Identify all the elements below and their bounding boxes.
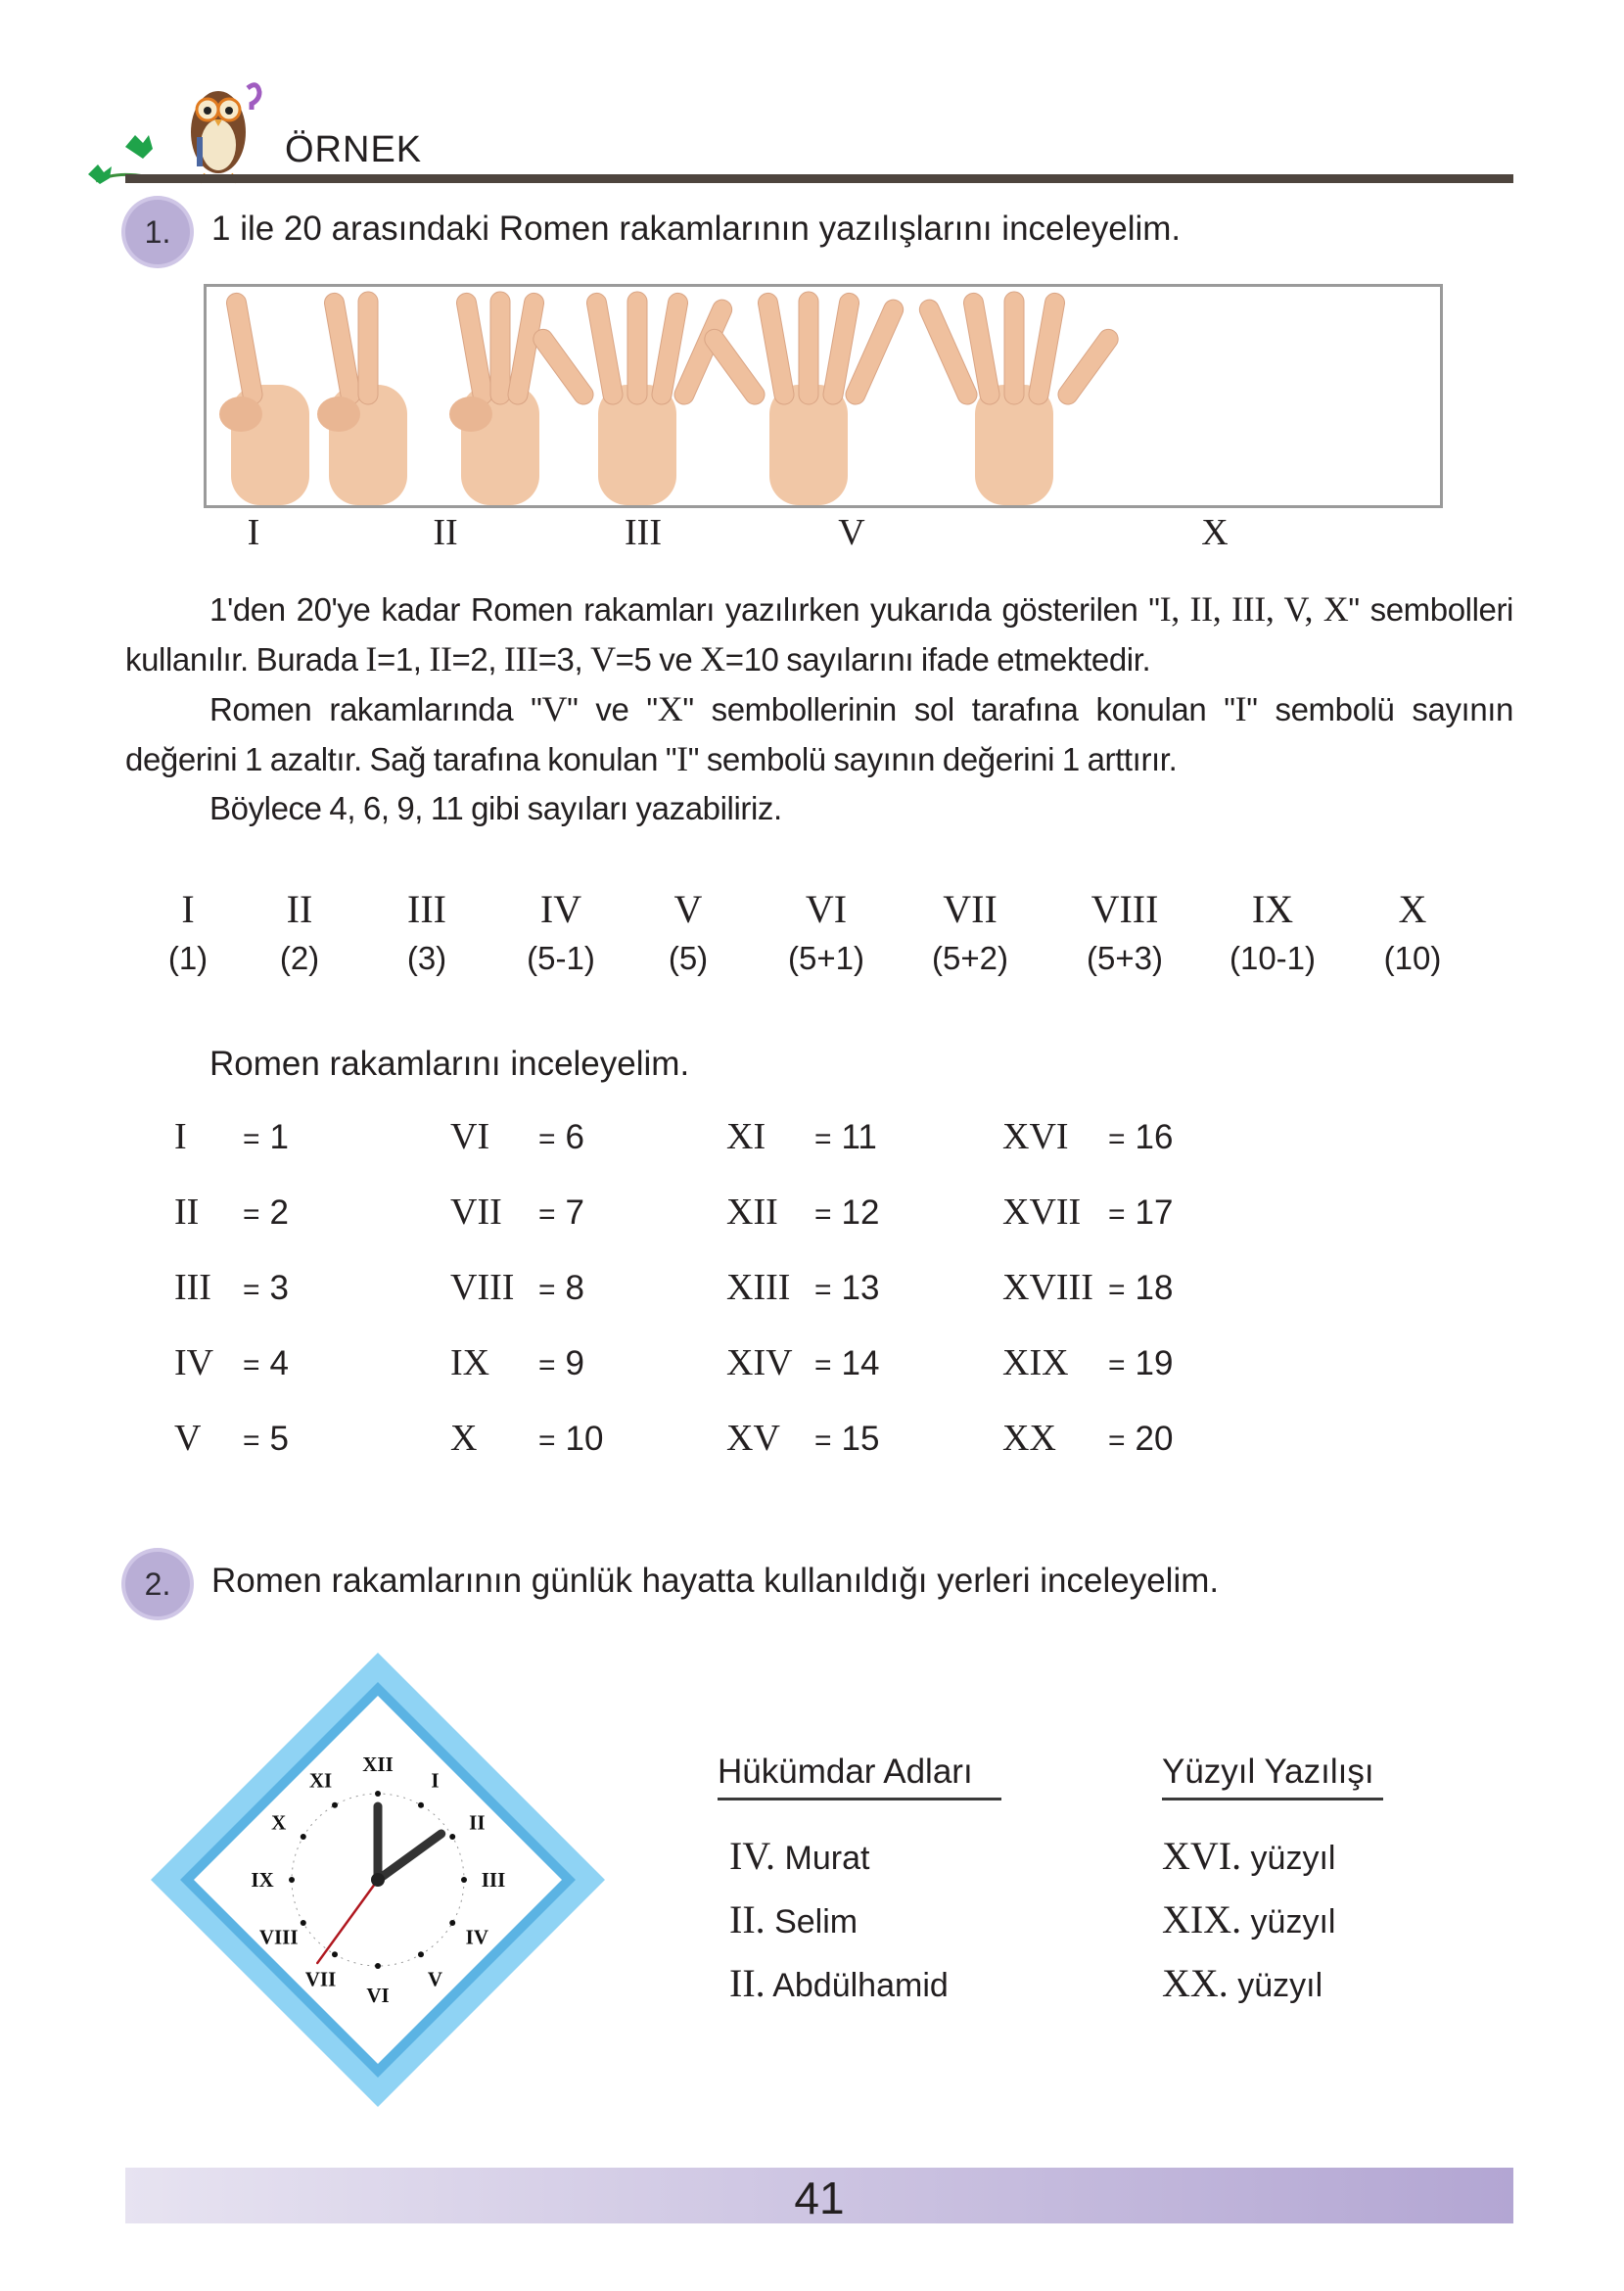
roman-numeral: X	[450, 1418, 478, 1459]
question-title: Romen rakamlarının günlük hayatta kullanıldığı yerleri inceleyelim.	[211, 1562, 1220, 1600]
rulers-header: Hükümdar Adları	[718, 1753, 1001, 1800]
equals-sign: =	[1108, 1198, 1126, 1231]
ruler-name	[729, 1960, 949, 2006]
hand-label: II	[433, 512, 458, 553]
clock-numeral: XI	[308, 1768, 333, 1793]
numeral-value: (5-1)	[527, 940, 595, 976]
equals-sign: =	[538, 1425, 556, 1457]
roman-numeral: I	[174, 1116, 187, 1157]
equals-sign: =	[814, 1198, 832, 1231]
arabic-value: 14	[841, 1344, 880, 1382]
arabic-value: 16	[1135, 1118, 1174, 1156]
equals-sign: =	[243, 1198, 260, 1231]
numeral-value: (10-1)	[1229, 940, 1317, 976]
symbol-i: I	[1234, 689, 1247, 728]
roman-numeral: X	[1398, 887, 1427, 931]
roman-numeral: XIV	[726, 1342, 793, 1383]
hand-icon	[530, 292, 735, 505]
owl-mascot-icon	[86, 78, 282, 186]
table-cell	[174, 1338, 289, 1390]
equals-sign: =	[538, 1198, 556, 1231]
arabic-value: 7	[565, 1193, 584, 1232]
table-cell	[450, 1112, 584, 1164]
numeral-value: (10)	[1383, 940, 1442, 976]
header-divider	[125, 174, 1513, 183]
roman-numeral: XVII	[1002, 1192, 1082, 1233]
table-cell	[726, 1188, 879, 1239]
arabic-value: 11	[841, 1118, 877, 1156]
subtitle: Romen rakamlarını inceleyelim.	[209, 1045, 690, 1083]
table-cell	[450, 1338, 584, 1390]
symbol-v: V	[541, 689, 568, 728]
roman-numeral: XVI.	[1162, 1834, 1242, 1878]
equals-sign: =	[814, 1274, 832, 1306]
century	[1162, 1833, 1335, 1879]
roman-numeral: XX	[1002, 1418, 1056, 1459]
text: " sembolleri kullanılır. Burada	[125, 591, 1513, 678]
question-number-badge: 2.	[125, 1552, 190, 1616]
text: " sembollerinin sol tarafına konulan "	[682, 691, 1235, 727]
name-text: Abdülhamid	[772, 1967, 949, 2004]
roman-numeral: III	[174, 1267, 211, 1308]
numeral-value: (5)	[668, 940, 709, 976]
hour-dot	[461, 1877, 467, 1883]
roman-numeral: XX.	[1162, 1961, 1229, 2005]
text: Romen rakamlarında "	[209, 691, 542, 727]
roman-numeral: VI	[805, 887, 848, 931]
equals-sign: =	[243, 1349, 260, 1381]
equals-sign: =	[1108, 1123, 1126, 1155]
arabic-value: 13	[841, 1269, 880, 1307]
clock-numeral: III	[481, 1868, 506, 1892]
table-cell	[174, 1188, 289, 1239]
numeral-value: (5+2)	[932, 940, 1008, 976]
table-cell	[726, 1414, 879, 1466]
equals-sign: =	[814, 1425, 832, 1457]
roman-numeral: I	[181, 887, 195, 931]
name-text: Murat	[784, 1840, 870, 1877]
hour-dot	[375, 1791, 381, 1797]
numeral-value: (3)	[406, 940, 447, 976]
equals-sign: =	[243, 1123, 260, 1155]
roman-clock-illustration	[151, 1653, 605, 2107]
arabic-value: 5	[269, 1420, 289, 1458]
hand-icon	[219, 292, 309, 505]
equals-sign: =	[1108, 1274, 1126, 1306]
table-cell	[1002, 1112, 1173, 1164]
arabic-value: 17	[1135, 1193, 1174, 1232]
roman-numeral: VIII	[1090, 887, 1159, 931]
roman-numeral: VII	[450, 1192, 502, 1233]
clock-numeral: VII	[304, 1967, 337, 1991]
clock-numeral: XII	[362, 1753, 394, 1776]
roman-numeral: XIII	[726, 1267, 791, 1308]
roman-numeral: V	[673, 887, 703, 931]
roman-numeral: II	[174, 1192, 200, 1233]
equals-sign: =	[538, 1123, 556, 1155]
arabic-value: 20	[1135, 1420, 1174, 1458]
roman-numeral: IV	[174, 1342, 214, 1383]
clock-numeral: X	[271, 1810, 287, 1835]
roman-numeral: II.	[729, 1961, 766, 2005]
hour-dot	[301, 1920, 306, 1926]
text: " ve "	[567, 691, 658, 727]
hand-images-frame	[204, 284, 1443, 508]
roman-numeral: XII	[726, 1192, 778, 1233]
roman-numeral: XIX.	[1162, 1897, 1242, 1941]
arabic-value: 12	[841, 1193, 880, 1232]
table-cell	[450, 1414, 603, 1466]
roman-numeral: IX	[1251, 887, 1294, 931]
hour-dot	[375, 1963, 381, 1969]
table-cell	[450, 1263, 584, 1315]
ruler-name	[729, 1896, 858, 1942]
numeral-value: (5+3)	[1087, 940, 1163, 976]
table-cell	[1002, 1414, 1173, 1466]
question-number-badge: 1.	[125, 200, 190, 264]
numeral-value: (1)	[167, 940, 209, 976]
roman-numeral: IV	[539, 887, 582, 931]
page-footer	[125, 2168, 1513, 2223]
century-header: Yüzyıl Yazılışı	[1162, 1753, 1383, 1800]
hand-icon	[317, 292, 407, 505]
hand-icon	[701, 292, 906, 505]
table-cell	[726, 1338, 879, 1390]
roman-symbol: III	[503, 639, 538, 678]
roman-numeral: II	[286, 887, 313, 931]
hour-dot	[301, 1834, 306, 1840]
clock-numeral: VIII	[258, 1925, 299, 1949]
table-cell	[174, 1263, 289, 1315]
counting-hands-illustration	[207, 287, 1440, 505]
text: " sembolü sayının değerini 1 arttırır.	[687, 741, 1178, 777]
table-cell	[174, 1112, 289, 1164]
roman-numeral: VII	[943, 887, 998, 931]
hour-dot	[418, 1951, 424, 1957]
roman-symbol: X	[700, 639, 725, 678]
question-title: 1 ile 20 arasındaki Romen rakamlarının yazılışlarını inceleyelim.	[211, 210, 1182, 248]
numeral-value: (2)	[279, 940, 320, 976]
equals-sign: =	[538, 1274, 556, 1306]
roman-numeral: XV	[726, 1418, 780, 1459]
page-number: 41	[794, 2173, 845, 2223]
arabic-value: 10	[565, 1420, 604, 1458]
numeral-value: (5+1)	[788, 940, 864, 976]
hour-dot	[332, 1951, 338, 1957]
hour-dot	[418, 1802, 424, 1808]
roman-symbol: II	[429, 639, 452, 678]
arabic-value: 1	[269, 1118, 289, 1156]
symbols: I, II, III, V, X	[1159, 589, 1349, 629]
arabic-value: 6	[565, 1118, 584, 1156]
clock-numeral: II	[469, 1810, 486, 1835]
roman-numeral: XVI	[1002, 1116, 1069, 1157]
century-word: yüzyıl	[1237, 1967, 1323, 2004]
clock-numeral: IV	[465, 1925, 488, 1949]
table-cell	[174, 1414, 289, 1466]
symbol-x: X	[657, 689, 683, 728]
arabic-value: 4	[269, 1344, 289, 1382]
arabic-value: 3	[269, 1269, 289, 1307]
roman-numeral: VIII	[450, 1267, 515, 1308]
roman-numeral: IV.	[729, 1834, 776, 1878]
equalities	[365, 641, 1150, 678]
example-label: ÖRNEK	[285, 129, 423, 170]
hour-dot	[449, 1834, 455, 1840]
equals-sign: =	[814, 1349, 832, 1381]
arabic-value: 19	[1135, 1344, 1174, 1382]
arabic-value: 9	[565, 1344, 584, 1382]
hand-label: I	[247, 512, 260, 553]
equals-sign: =	[538, 1349, 556, 1381]
clock-center	[371, 1873, 385, 1887]
roman-numeral: XI	[726, 1116, 766, 1157]
symbol-i: I	[676, 739, 688, 778]
text: =5 ve	[615, 641, 701, 678]
equals-sign: =	[243, 1274, 260, 1306]
equals-sign: =	[1108, 1425, 1126, 1457]
arabic-value: 18	[1135, 1269, 1174, 1307]
table-cell	[726, 1263, 879, 1315]
clock-numeral: V	[427, 1967, 443, 1991]
roman-numeral: XVIII	[1002, 1267, 1093, 1308]
century	[1162, 1896, 1335, 1942]
roman-numeral: V	[174, 1418, 202, 1459]
hour-dot	[449, 1920, 455, 1926]
roman-numeral: III	[407, 887, 446, 931]
roman-symbol: V	[590, 639, 616, 678]
roman-symbol: I	[365, 639, 377, 678]
clock-numeral: VI	[366, 1984, 390, 2007]
table-cell	[450, 1188, 584, 1239]
text: Böylece 4, 6, 9, 11 gibi sayıları yazabiliriz.	[209, 790, 782, 826]
equals-sign: =	[243, 1425, 260, 1457]
roman-numeral: XIX	[1002, 1342, 1069, 1383]
name-text: Selim	[774, 1903, 858, 1940]
roman-numeral: IX	[450, 1342, 490, 1383]
hand-icon	[449, 292, 545, 505]
roman-numeral: II.	[729, 1897, 766, 1941]
hour-dot	[289, 1877, 295, 1883]
equals-sign: =	[1108, 1349, 1126, 1381]
century-word: yüzyıl	[1250, 1903, 1336, 1940]
hand-label: V	[838, 512, 865, 553]
hand-label: III	[625, 512, 662, 553]
table-cell	[726, 1112, 877, 1164]
text: 1'den 20'ye kadar Romen rakamları yazılırken yukarıda gösterilen "	[209, 591, 1160, 628]
equals-sign: =	[814, 1123, 832, 1155]
arabic-value: 15	[841, 1420, 880, 1458]
text: =10 sayılarını ifade etmektedir.	[724, 641, 1151, 678]
roman-numeral: VI	[450, 1116, 490, 1157]
ruler-name	[729, 1833, 869, 1879]
hand-icon	[916, 292, 1122, 505]
century-word: yüzyıl	[1250, 1840, 1336, 1877]
table-cell	[1002, 1338, 1173, 1390]
arabic-value: 8	[565, 1269, 584, 1307]
clock-numeral: IX	[251, 1868, 274, 1892]
text: =2,	[451, 641, 504, 678]
arabic-value: 2	[269, 1193, 289, 1232]
table-cell	[1002, 1188, 1173, 1239]
text: =3,	[537, 641, 591, 678]
explanation-paragraph	[125, 584, 1513, 833]
text: " sembolü sayının değerini 1 azaltır. Sağ tarafına konulan "	[125, 691, 1513, 777]
hour-dot	[332, 1802, 338, 1808]
hand-label: X	[1201, 512, 1229, 553]
text: =1,	[376, 641, 430, 678]
table-cell	[1002, 1263, 1173, 1315]
clock-numeral: I	[431, 1768, 440, 1793]
century	[1162, 1960, 1322, 2006]
